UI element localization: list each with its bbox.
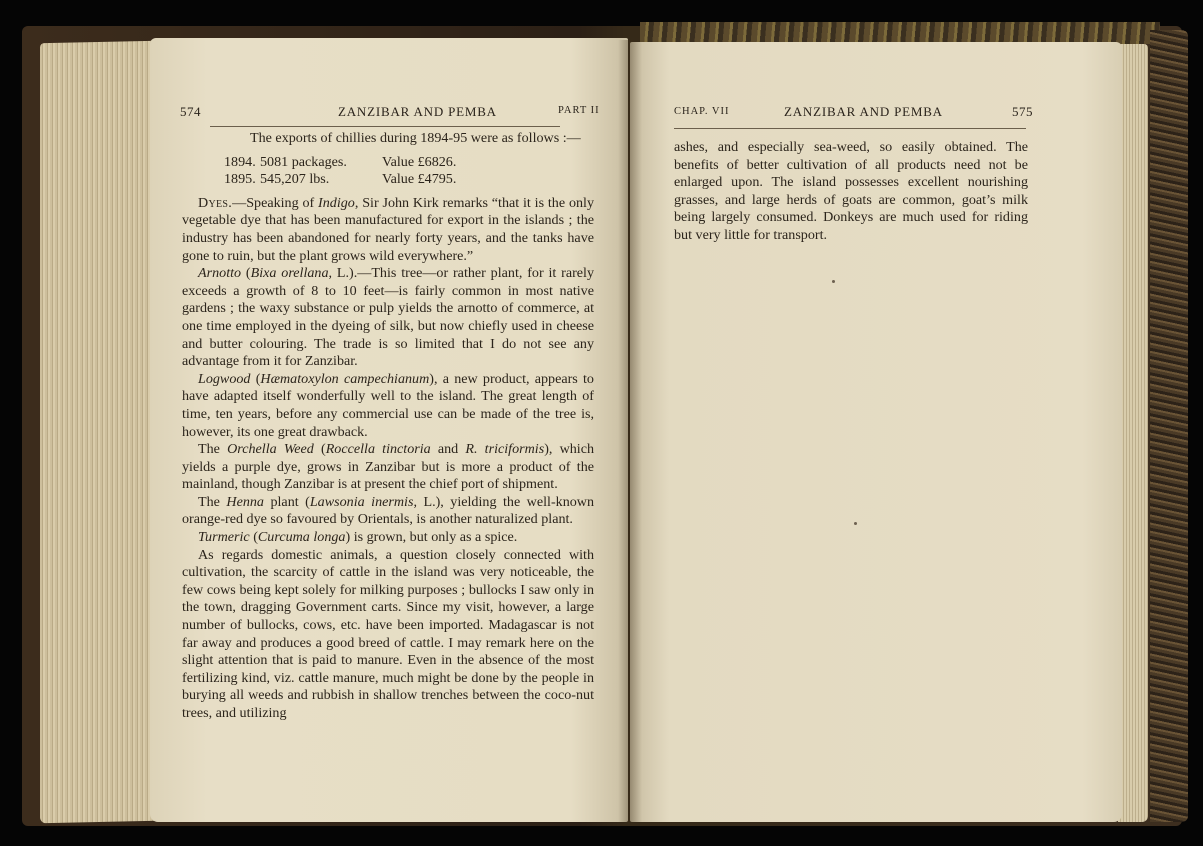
- paragraph-animals: As regards domestic animals, a question closely connected with cultivation, the scarcity of cattle in the island was very noticeable, the few cows being kept solely for milking purposes ; bullocks I saw only in the town, dragging Government carts. Since my visit, however, a large number of bullocks, cows, etc. have been imported. Madagascar is not far away and produces a good breed of cattle. I may remark here on the slight attention that is paid to manure. Even in the absence of the most fertilizing kind, viz. cattle manure, much might be done by the people in burying all weeds and rubbish in shallow trenches between the coco-nut trees, and utilizing: [182, 546, 594, 721]
- indigo-term: Indigo: [318, 194, 355, 211]
- orchella-term: Orchella Weed: [227, 441, 314, 458]
- cover-spine-edge: [1150, 30, 1188, 822]
- turmeric-term: Turmeric: [198, 529, 250, 546]
- right-page-number: 575: [1012, 104, 1033, 119]
- arnotto-latin-name: Bixa orellana: [250, 265, 329, 282]
- paragraph-henna: [182, 494, 594, 529]
- export-year: 1895.: [224, 171, 256, 188]
- left-body-text: [182, 130, 594, 723]
- logwood-text: ), a new product, appears to have adapted itself wonderfully well to the island. The great length of time, ten years, before any commercial use can be made of the tree is, however, its one great drawback.: [182, 370, 594, 440]
- page-stack-left: [40, 41, 158, 823]
- logwood-term: Logwood: [198, 370, 251, 387]
- paper-speck: [832, 280, 835, 283]
- dyes-text: —Speaking of: [232, 194, 319, 211]
- orchella-text: ), which yields a purple dye, grows in Zanzibar but is more a product of the mainland, though Zanzibar is at present the chief port of shipment.: [182, 441, 595, 493]
- left-page-number: 574: [180, 104, 201, 119]
- turmeric-text: ) is grown, but only as a spice.: [345, 529, 518, 546]
- orchella-lead: The: [198, 441, 228, 458]
- arnotto-text: L.).—This tree—or rather plant, for it rarely exceeds a growth of 8 to 10 feet—is fairly common in most native gardens ; the waxy substance or pulp yields the arnotto of commerce, at one time employed in the dyeing of silk, but now chiefly used in cheese and butter colouring. The trade is so limited that I do not see any advantage from it for Zanzibar.: [182, 265, 595, 370]
- orchella-and: and: [430, 441, 466, 458]
- orchella-latin-name-2: R. triciformis: [465, 441, 545, 458]
- exports-intro: The exports of chillies during 1894-95 were as follows :—: [250, 130, 581, 146]
- paragraph-logwood: Logwood (Hæmatoxylon campechianum), a new product, appears to have adapted itself wonderfully well to the island. The great length of time, ten years, before any commercial use can be made of the tree is, however, its one great drawback.: [182, 370, 594, 440]
- exports-table: [182, 154, 594, 189]
- arnotto-term: Arnotto: [198, 265, 242, 282]
- chapter-label: CHAP. VII: [674, 106, 730, 117]
- export-quantity: 5081 packages.: [260, 153, 347, 170]
- left-page: [150, 38, 628, 822]
- book-gutter: [618, 40, 642, 822]
- part-label: PART II: [558, 105, 600, 116]
- paragraph-turmeric: Turmeric (Curcuma longa) is grown, but only as a spice.: [198, 529, 518, 546]
- henna-term: Henna: [226, 493, 264, 510]
- marbled-cover-edge: [640, 22, 1160, 44]
- paper-speck: [854, 522, 857, 525]
- paragraph-orchella: The Orchella Weed (Roccella tinctoria and R. triciformis), which yields a purple dye, grows in Zanzibar but is more a product of the mainland, though Zanzibar is at present the chief port of shipment.: [182, 441, 595, 493]
- export-value: Value £4795.: [382, 171, 457, 188]
- henna-text: , L.), yielding the well-known orange-red dye so favoured by Orientals, is another naturalized plant.: [182, 493, 595, 528]
- henna-latin-name: Lawsonia inermis: [309, 493, 414, 510]
- right-head-rule: [674, 128, 1026, 129]
- right-body-text: [674, 139, 1028, 245]
- left-running-title: ZANZIBAR AND PEMBA: [338, 104, 497, 119]
- orchella-latin-name: Roccella tinctoria: [325, 441, 431, 458]
- henna-lead: The: [198, 493, 227, 510]
- dyes-heading: Dyes.: [198, 194, 233, 211]
- dyes-text: , Sir John Kirk remarks “that it is the only vegetable dye that has been manufactured for export in the islands ; the industry has been abandoned for nearly forty years, and the tanks have gone to ruin, but the plant grows wild everywhere.”: [182, 194, 594, 264]
- henna-mid: plant (: [263, 493, 310, 510]
- paragraph-arnotto: Arnotto (Bixa orellana, L.).—This tree—or rather plant, for it rarely exceeds a growth of 8 to 10 feet—is fairly common in most native gardens ; the waxy substance or pulp yields the arnotto of commerce, at one time employed in the dyeing of silk, but now chiefly used in cheese and butter colouring. The trade is so limited that I do not see any advantage from it for Zanzibar.: [182, 265, 595, 370]
- export-quantity: 545,207 lbs.: [260, 171, 330, 188]
- right-page: [630, 42, 1122, 822]
- paragraph-dyes: [182, 195, 594, 265]
- exports-row: [182, 154, 594, 172]
- turmeric-latin-name: Curcuma longa: [257, 529, 346, 546]
- exports-row: [182, 171, 594, 189]
- page-stack-right: [1118, 44, 1148, 822]
- export-value: Value £6826.: [382, 153, 457, 170]
- right-running-title: ZANZIBAR AND PEMBA: [784, 104, 943, 119]
- paragraph-continuation: ashes, and especially sea-weed, so easily obtained. The benefits of better cultivation of all products need not be enlarged upon. The island possesses excellent nourishing grasses, and large herds of goats are common, goat’s milk being largely consumed. Donkeys are much used for riding but very little for transport.: [674, 139, 1028, 243]
- export-year: 1894.: [224, 153, 256, 170]
- logwood-latin-name: Hæmatoxylon campechianum: [260, 370, 430, 387]
- left-head-rule: [210, 126, 560, 127]
